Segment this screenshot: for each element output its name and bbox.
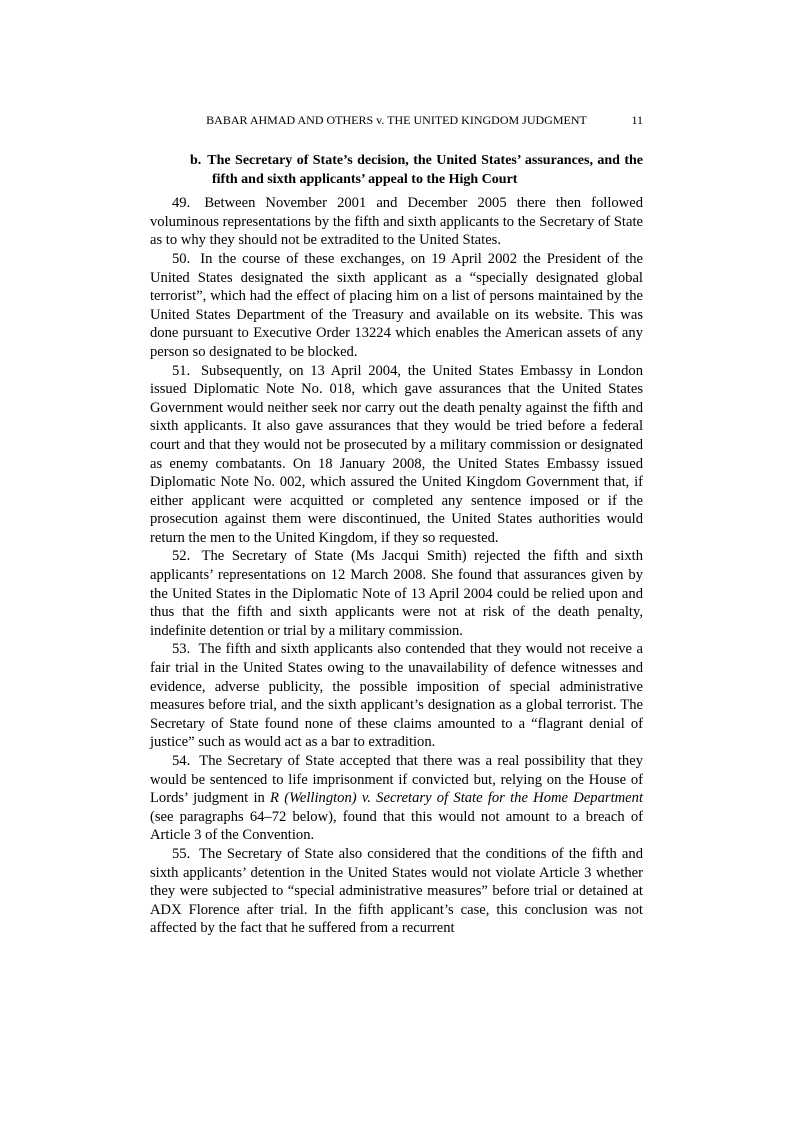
- paragraph-text: The Secretary of State (Ms Jacqui Smith) rejected the fifth and sixth applicants’ representations on 12 March 2008. She found that assurances given by the United States in the Diplomatic Note of 13 April 2004 could be relied upon and thus that the fifth and sixth applicants were not at risk of the death penalty, indefinite detention or trial by a military commission.: [150, 548, 644, 639]
- case-citation: R (Wellington) v. Secretary of State for the Home Department: [270, 790, 643, 807]
- paragraph-51: [150, 362, 643, 548]
- paragraph-number: 55.: [172, 845, 191, 862]
- paragraph-text: The Secretary of State also considered that the conditions of the fifth and sixth applicants’ detention in the United States would not violate Article 3 whether they were subjected to “special administrative measures” before trial or detained at ADX Florence after trial. In the fifth applicant’s case, this conclusion was not affected by the fact that he suffered from a recurrent: [150, 845, 644, 937]
- paragraph-number: 53.: [172, 641, 191, 658]
- text-column: [150, 113, 643, 938]
- section-heading-text: The Secretary of State’s decision, the United States’ assurances, and the fifth and sixth applicants’ appeal to the High Court: [207, 153, 643, 187]
- page-number: 11: [631, 113, 643, 127]
- paragraph-53: [150, 640, 643, 752]
- paragraph-text: (see paragraphs 64–72 below), found that this would not amount to a breach of Article 3 of the Convention.: [150, 808, 643, 844]
- paragraph-text: The Secretary of State accepted that there was a real possibility that they would be sentenced to life imprisonment if convicted but, relying on the House of Lords’ judgment in: [150, 753, 643, 807]
- document-body: [150, 194, 643, 938]
- paragraph-number: 51.: [172, 362, 191, 379]
- paragraph-54: [150, 752, 643, 845]
- page-header: [150, 113, 643, 128]
- section-heading-label: b.: [190, 153, 202, 168]
- paragraph-text: The fifth and sixth applicants also contended that they would not receive a fair trial in the United States owing to the unavailability of defence witnesses and evidence, adverse publicity, the possible imposition of special administrative measures before trial, and the sixth applicant’s designation as a global terrorist. The Secretary of State found none of these claims amounted to a “flagrant denial of justice” such as would act as a bar to extradition.: [150, 641, 644, 751]
- paragraph-number: 49.: [172, 195, 191, 212]
- paragraph-50: [150, 250, 643, 362]
- paragraph-text: In the course of these exchanges, on 19 April 2002 the President of the United States designated the sixth applicant as a “specially designated global terrorist”, which had the effect of placing him on a list of persons maintained by the United States Department of the Treasury and available on its website. This was done pursuant to Executive Order 13224 which enables the American assets of any person so designated to be blocked.: [150, 250, 643, 360]
- paragraph-55: [150, 845, 643, 938]
- paragraph-52: [150, 547, 643, 640]
- paragraph-text: Between November 2001 and December 2005 there then followed voluminous representations by the fifth and sixth applicants to the Secretary of State as to why they should not be extradited to the United States.: [150, 195, 643, 249]
- paragraph-number: 50.: [172, 250, 191, 267]
- section-heading: [150, 152, 643, 189]
- paragraph-49: [150, 194, 643, 250]
- paragraph-number: 54.: [172, 753, 191, 769]
- paragraph-text: Subsequently, on 13 April 2004, the United States Embassy in London issued Diplomatic Note No. 018, which gave assurances that the United States Government would neither seek nor carry out the death penalty against the fifth and sixth applicants. It also gave assurances that they would be tried before a federal court and that they would not be prosecuted by a military commission or designated as enemy combatants. On 18 January 2008, the United States Embassy issued Diplomatic Note No. 002, which assured the United Kingdom Government that, if either applicant were acquitted or completed any sentence imposed or if the prosecution against them were discontinued, the United States authorities would return the men to the United Kingdom, if they so requested.: [150, 362, 643, 546]
- paragraph-number: 52.: [172, 548, 191, 565]
- header-title: BABAR AHMAD AND OTHERS v. THE UNITED KINGDOM JUDGMENT: [206, 113, 587, 127]
